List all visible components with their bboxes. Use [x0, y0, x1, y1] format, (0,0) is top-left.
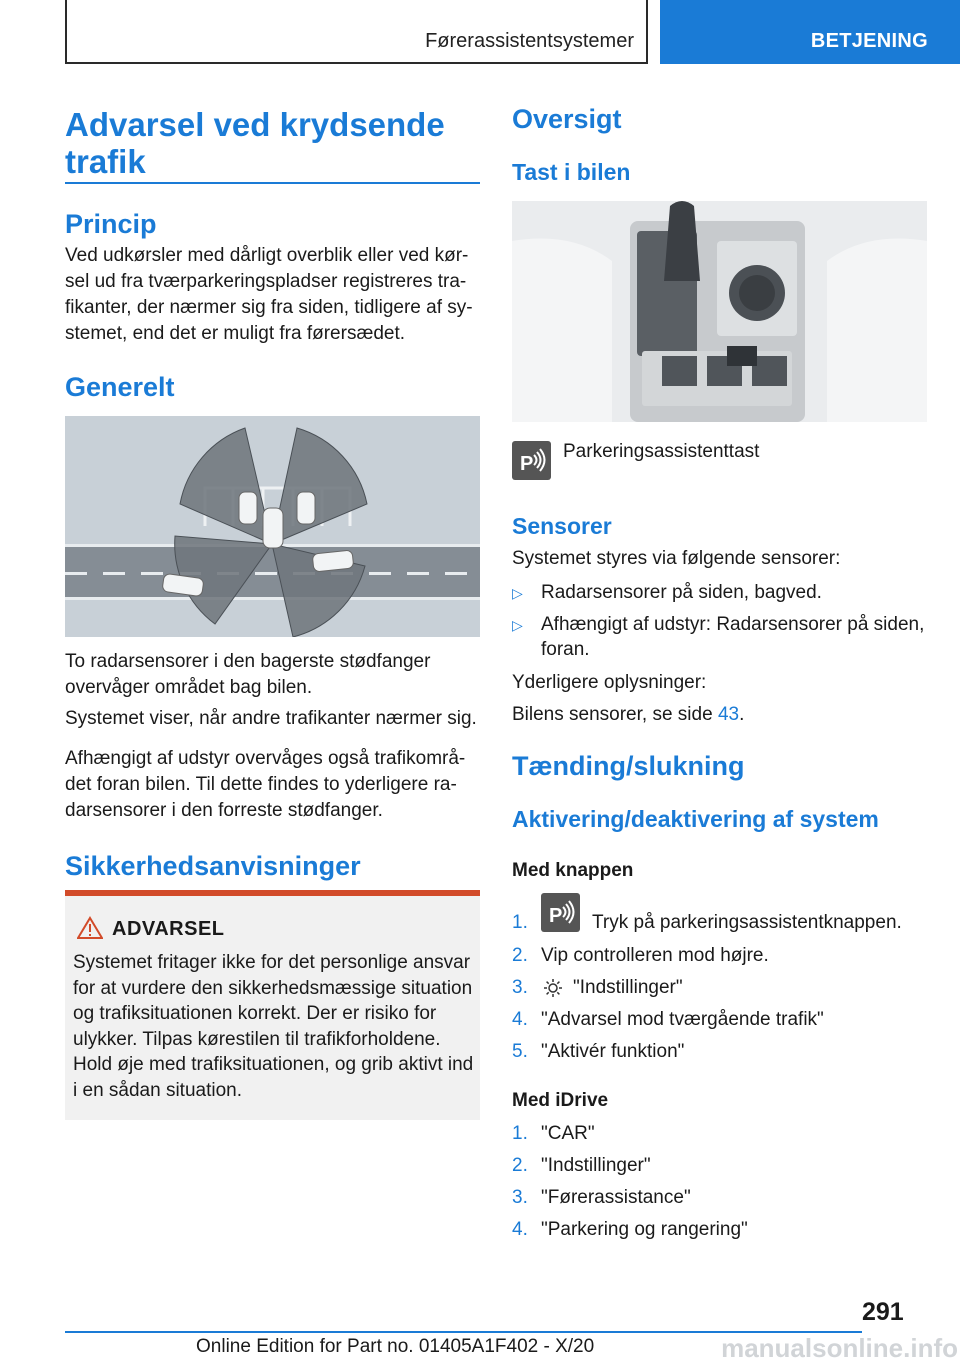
warning-line: Hold øje med trafiksituationen, og grib aktivt ind	[73, 1054, 474, 1075]
header-chapter-tab	[660, 0, 960, 64]
radar-diagram-svg	[65, 416, 480, 637]
safety-heading: Sikkerhedsanvisninger	[65, 851, 361, 881]
princip-line: sel ud fra tværparkeringspladser registreres tra-	[65, 271, 467, 292]
idrive-step-2-number: 2.	[512, 1155, 528, 1176]
reference-page-link[interactable]: 43	[717, 704, 740, 725]
knap-step-1-number: 1.	[512, 912, 528, 933]
gear-icon	[542, 977, 564, 999]
warning-line: og trafiksituationen korrekt. Der er risiko for	[73, 1003, 437, 1024]
sensor-bullet-1	[512, 580, 523, 606]
princip-line: fikanter, der nærmer sig fra siden, tidligere af sy-	[65, 297, 473, 318]
generelt-para3	[65, 746, 485, 824]
idrive-step-4-number: 4.	[512, 1219, 528, 1240]
warning-bar	[65, 890, 480, 896]
caption-line: overvåger området bag bilen.	[65, 677, 313, 698]
para3-line: darsensorer i den forreste stødfanger.	[65, 800, 383, 821]
warning-line: ulykker. Tilpas kørestilen til trafikforholdene.	[73, 1028, 441, 1050]
svg-text:P: P	[549, 905, 563, 927]
knap-heading: Med knappen	[512, 860, 634, 881]
button-caption: Parkeringsassistenttast	[563, 441, 760, 462]
warning-triangle-icon	[77, 916, 103, 940]
sensorer-reference	[512, 702, 744, 728]
header-chapter-title: BETJENING	[810, 30, 928, 52]
warning-line: for at vurdere den sikkerhedsmæssige situation	[73, 977, 473, 999]
knap-step-4-number: 4.	[512, 1009, 528, 1030]
parking-assistant-button-icon	[541, 893, 580, 932]
warning-line: Systemet fritager ikke for det personlige ansvar	[73, 952, 471, 973]
svg-text:P: P	[520, 453, 534, 475]
header-section-title: Førerassistentsystemer	[425, 30, 634, 52]
parking-assistant-button-icon	[512, 441, 551, 480]
generelt-para2: Systemet viser, når andre trafikanter nærmer sig.	[65, 708, 477, 729]
page-number: 291	[862, 1298, 904, 1326]
warning-box	[65, 890, 480, 1120]
idrive-step-2-text: "Indstillinger"	[541, 1155, 651, 1176]
princip-text	[65, 243, 485, 347]
knap-step-3-number: 3.	[512, 977, 528, 998]
knap-step-3-text: "Indstillinger"	[573, 977, 683, 998]
sensor-bullet-2-text-cont: foran.	[541, 639, 590, 660]
oversigt-heading: Oversigt	[512, 104, 622, 134]
page-title	[65, 106, 485, 180]
knap-step-4-text: "Advarsel mod tværgående trafik"	[541, 1009, 824, 1030]
bullet-triangle-icon: ▷	[512, 585, 523, 601]
princip-line: Ved udkørsler med dårligt overblik eller ved kør-	[65, 245, 469, 266]
idrive-step-1-text: "CAR"	[541, 1123, 595, 1144]
header-section-box	[65, 0, 648, 64]
reference-text: Bilens sensorer, se side	[512, 704, 718, 725]
aktivering-heading: Aktivering/deaktivering af system	[512, 806, 879, 832]
knap-step-5-number: 5.	[512, 1041, 528, 1062]
parking-assistant-icon	[541, 893, 580, 932]
knap-step-5-text: "Aktivér funktion"	[541, 1041, 685, 1062]
tast-heading: Tast i bilen	[512, 159, 631, 185]
princip-line: stemet, end det er muligt fra førersædet.	[65, 323, 406, 344]
knap-step-2-text: Vip controlleren mod højre.	[541, 945, 769, 966]
sensor-bullet-2-text: Afhængigt af udstyr: Radarsensorer på siden,	[541, 614, 925, 635]
console-svg	[512, 201, 927, 422]
warning-line: i en sådan situation.	[73, 1079, 243, 1101]
para3-line: det foran bilen. Til dette findes to yderligere ra-	[65, 774, 457, 795]
idrive-step-3-number: 3.	[512, 1187, 528, 1208]
console-illustration	[512, 201, 927, 422]
title-underline	[65, 182, 480, 184]
sensor-bullet-1-text: Radarsensorer på siden, bagved.	[541, 582, 822, 603]
warning-text	[73, 950, 478, 1103]
caption-line: To radarsensorer i den bagerste stødfanger	[65, 651, 431, 672]
page-title-line-1: Advarsel ved krydsende	[65, 106, 445, 143]
knap-step-1-text: Tryk på parkeringsassistentknappen.	[592, 912, 902, 933]
sensor-bullet-2	[512, 612, 523, 638]
sensorer-heading: Sensorer	[512, 513, 612, 539]
generelt-heading: Generelt	[65, 372, 175, 402]
princip-heading: Princip	[65, 209, 157, 239]
idrive-step-3-text: "Førerassistance"	[541, 1187, 691, 1208]
footer-watermark: manualsonline.info	[721, 1333, 958, 1363]
parking-assistant-icon	[512, 441, 551, 480]
warning-label: ADVARSEL	[112, 918, 225, 940]
idrive-step-1-number: 1.	[512, 1123, 528, 1144]
idrive-heading: Med iDrive	[512, 1090, 609, 1111]
idrive-step-4-text: "Parkering og rangering"	[541, 1219, 748, 1240]
page-title-line-2: trafik	[65, 143, 146, 180]
radar-diagram-illustration	[65, 416, 480, 637]
generelt-caption	[65, 649, 485, 701]
taending-heading: Tænding/slukning	[512, 751, 745, 781]
sensorer-intro: Systemet styres via følgende sensorer:	[512, 548, 841, 569]
para3-line: Afhængigt af udstyr overvåges også trafikområ-	[65, 748, 466, 769]
reference-end: .	[739, 704, 745, 725]
sensorer-more: Yderligere oplysninger:	[512, 672, 707, 693]
bullet-triangle-icon: ▷	[512, 617, 523, 633]
knap-step-2-number: 2.	[512, 945, 528, 966]
footer-edition: Online Edition for Part no. 01405A1F402 - X/20	[196, 1336, 595, 1357]
